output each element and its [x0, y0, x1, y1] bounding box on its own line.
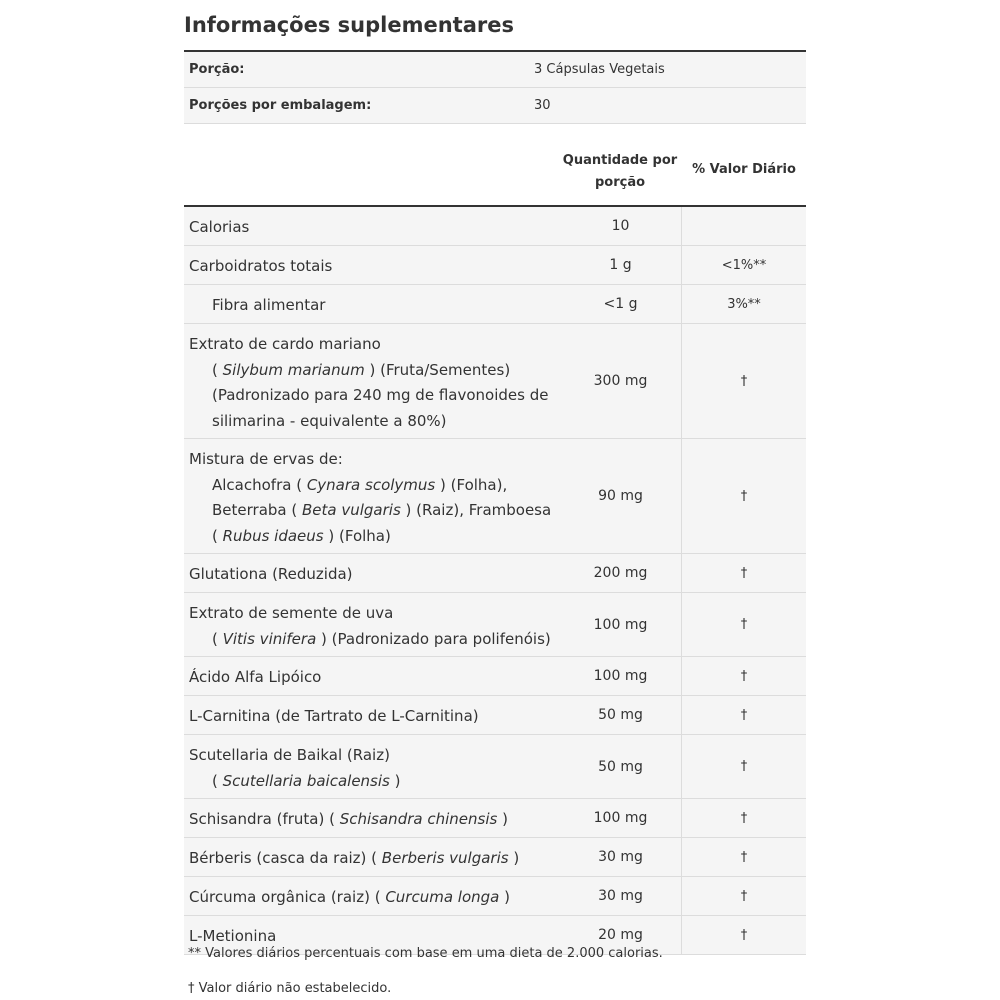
nutrition-table: [184, 205, 806, 955]
ingredient-daily-value: †: [740, 888, 748, 904]
footnote-daily-values: ** Valores diários percentuais com base em uma dieta de 2.000 calorias.: [188, 946, 663, 961]
paren-open: (: [212, 526, 223, 545]
table-row: [184, 246, 806, 285]
ingredient-daily-value: †: [740, 373, 748, 389]
ingredient-detail: [189, 627, 555, 653]
ingredient-amount: 200 mg: [560, 554, 682, 592]
ingredient-daily-value: †: [740, 927, 748, 943]
ingredient-name-cell: [184, 799, 560, 837]
scientific-name: Beta vulgaris: [302, 501, 401, 519]
table-row: [184, 554, 806, 593]
ingredient-name: Extrato de semente de uva: [189, 604, 394, 622]
table-row: [184, 324, 806, 439]
ingredient-daily-value: †: [740, 759, 748, 774]
ingredient-name: L-Metionina: [189, 927, 277, 945]
scientific-name: Schisandra chinensis: [339, 810, 498, 828]
table-row: [184, 593, 806, 657]
ingredient-detail: silimarina - equivalente a 80%): [212, 411, 447, 430]
ingredient-name: Carboidratos totais: [189, 257, 333, 275]
table-row: [184, 285, 806, 324]
table-row: [184, 838, 806, 877]
paren-close: ): [389, 771, 401, 790]
table-row: [184, 207, 806, 246]
scientific-name: Berberis vulgaris: [381, 849, 509, 867]
ingredient-daily-value: †: [740, 617, 748, 632]
ingredient-name: Cúrcuma orgânica (raiz) (: [189, 888, 386, 906]
ingredient-name: Extrato de cardo mariano: [189, 335, 381, 353]
ingredient-amount: 100 mg: [560, 593, 682, 656]
table-row: [184, 439, 806, 554]
ingredient-name: Calorias: [189, 218, 250, 236]
ingredient-daily-value: 3%**: [727, 296, 761, 312]
paren-open: (: [212, 771, 223, 790]
ingredient-detail: [189, 473, 555, 499]
scientific-name: Vitis vinifera: [222, 629, 317, 648]
ingredient-common-name: Alcachofra (: [212, 475, 307, 494]
ingredient-name-cell: [184, 439, 560, 553]
servings-per-container-value: 30: [534, 98, 551, 113]
ingredient-name: Mistura de ervas de:: [189, 450, 343, 468]
servings-per-container-label: Porções por embalagem:: [189, 98, 372, 113]
ingredient-name-cell: [184, 593, 560, 656]
table-row: [184, 696, 806, 735]
ingredient-part: ) (Padronizado para polifenóis): [316, 629, 551, 648]
ingredient-common-name: Beterraba (: [212, 501, 302, 519]
footnote-not-established: † Valor diário não estabelecido.: [188, 981, 392, 996]
ingredient-name: Scutellaria de Baikal (Raiz): [189, 746, 390, 764]
daily-value-header: % Valor Diário: [692, 162, 796, 177]
ingredient-detail: [189, 358, 555, 384]
ingredient-amount: 300 mg: [560, 324, 682, 438]
paren-open: (: [212, 629, 223, 648]
ingredient-detail: [189, 498, 555, 524]
servings-per-container-row: [184, 88, 806, 124]
ingredient-name: L-Carnitina (de Tartrato de L-Carnitina): [189, 707, 479, 725]
scientific-name: Scutellaria baicalensis: [222, 771, 390, 790]
serving-size-label: Porção:: [189, 62, 245, 77]
ingredient-name: Fibra alimentar: [212, 296, 326, 314]
scientific-name: Curcuma longa: [385, 888, 500, 906]
ingredient-name-cell: [184, 324, 560, 438]
ingredient-name: Schisandra (fruta) (: [189, 810, 340, 828]
ingredient-amount: <1 g: [560, 285, 682, 323]
table-row: [184, 735, 806, 799]
ingredient-daily-value: †: [740, 810, 748, 826]
amount-per-serving-header: [560, 150, 680, 194]
ingredient-daily-value: †: [740, 707, 748, 723]
paren-open: (: [212, 360, 223, 379]
ingredient-name-cell: [184, 838, 560, 876]
ingredient-daily-value: †: [740, 849, 748, 865]
paren-close: ): [497, 810, 508, 828]
ingredient-amount: 100 mg: [560, 657, 682, 695]
scientific-name: Rubus idaeus: [222, 526, 324, 545]
ingredient-name: Bérberis (casca da raiz) (: [189, 849, 382, 867]
ingredient-amount: 10: [560, 207, 682, 245]
ingredient-part: ) (Folha),: [435, 475, 508, 494]
ingredient-amount: 20 mg: [560, 916, 682, 954]
ingredient-daily-value: [682, 207, 806, 245]
ingredient-amount: 90 mg: [560, 439, 682, 553]
table-row: [184, 657, 806, 696]
ingredient-amount: 50 mg: [560, 735, 682, 798]
ingredient-part: ) (Folha): [323, 526, 391, 545]
ingredient-part: ) (Raiz), Framboesa: [400, 501, 552, 519]
serving-size-value: 3 Cápsulas Vegetais: [534, 62, 665, 77]
nutrition-column-headers: [184, 150, 806, 204]
ingredient-daily-value: †: [740, 565, 748, 581]
ingredient-name: Glutationa (Reduzida): [189, 565, 353, 583]
ingredient-daily-value: †: [740, 668, 748, 684]
ingredient-detail: [189, 769, 555, 795]
amount-header-line2: porção: [594, 175, 646, 190]
ingredient-amount: 30 mg: [560, 838, 682, 876]
serving-size-row: [184, 52, 806, 88]
ingredient-daily-value: †: [740, 488, 748, 504]
ingredient-name-cell: [184, 735, 560, 798]
table-row: [184, 799, 806, 838]
ingredient-part: ) (Fruta/Sementes): [364, 360, 511, 379]
ingredient-detail: (Padronizado para 240 mg de flavonoides de: [212, 386, 549, 404]
amount-header-line1: Quantidade por: [562, 153, 678, 168]
serving-info-table: [184, 50, 806, 124]
ingredient-amount: 50 mg: [560, 696, 682, 734]
ingredient-amount: 30 mg: [560, 877, 682, 915]
ingredient-amount: 100 mg: [560, 799, 682, 837]
ingredient-name-cell: [184, 877, 560, 915]
paren-close: ): [499, 888, 510, 906]
scientific-name: Silybum marianum: [222, 360, 365, 379]
page-title: Informações suplementares: [184, 13, 514, 37]
scientific-name: Cynara scolymus: [306, 475, 436, 494]
ingredient-name: Ácido Alfa Lipóico: [189, 668, 322, 686]
ingredient-amount: 1 g: [560, 246, 682, 284]
ingredient-daily-value: <1%**: [721, 257, 767, 273]
ingredient-detail: [189, 524, 555, 550]
table-row: [184, 877, 806, 916]
paren-close: ): [508, 849, 520, 867]
